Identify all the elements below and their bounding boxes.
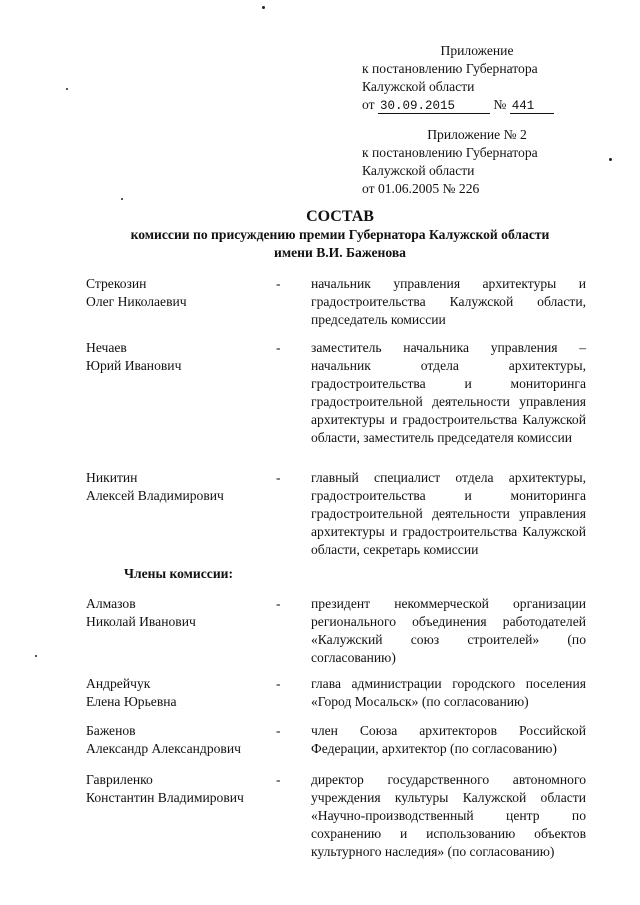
given-names: Александр Александрович (86, 741, 241, 756)
document-title (60, 208, 620, 262)
given-names: Юрий Иванович (86, 358, 182, 373)
appendix2-region-line: Калужской области (362, 163, 475, 178)
surname: Стрекозин (86, 276, 147, 291)
surname: Нечаев (86, 340, 127, 355)
position-description: заместитель начальника управления – начальник отдела архитектуры, градостроительства и мониторинга градостроительной деятельности управления архитектуры и градостроительства Калужской области, заместитель председателя комиссии (311, 340, 586, 445)
person-name (86, 771, 266, 807)
person-name (86, 469, 266, 505)
position-description: начальник управления архитектуры и градостроительства Калужской области, председатель комиссии (311, 276, 586, 327)
decree-number: 441 (510, 99, 554, 114)
scan-speck (262, 6, 265, 9)
scan-speck (609, 158, 612, 161)
position-description: главный специалист отдела архитектуры, градостроительства и мониторинга градостроительной деятельности управления архитектуры и градостроительства Калужской области, секретарь комиссии (311, 470, 586, 557)
given-names: Алексей Владимирович (86, 488, 224, 503)
appendix-header (362, 42, 592, 114)
scan-speck (121, 198, 123, 200)
title-heading: СОСТАВ (306, 208, 374, 225)
date-prefix: от (362, 97, 375, 112)
surname: Андрейчук (86, 676, 151, 691)
title-subheading-2: имени В.И. Баженова (274, 245, 406, 260)
dash: - (276, 470, 281, 485)
number-prefix: № (493, 97, 507, 112)
appendix2-header (362, 126, 592, 198)
members-heading: Члены комиссии: (124, 566, 234, 581)
position-description: член Союза архитекторов Российской Федерации, архитектор (по согласованию) (311, 723, 586, 756)
appendix-title: Приложение (440, 43, 514, 58)
surname: Гавриленко (86, 772, 153, 787)
dash: - (276, 276, 281, 291)
given-names: Константин Владимирович (86, 790, 244, 805)
given-names: Олег Николаевич (86, 294, 187, 309)
person-name (86, 675, 266, 711)
position-description: глава администрации городского поселения «Город Мосальск» (по согласованию) (311, 676, 586, 709)
appendix2-date-line: от 01.06.2005 № 226 (362, 181, 480, 196)
dash: - (276, 676, 281, 691)
position-description: директор государственного автономного учреждения культуры Калужской области «Научно-производственный центр по сохранению и использованию объектов культурного наследия» (по согласованию) (311, 772, 586, 859)
surname: Баженов (86, 723, 136, 738)
scan-speck (66, 88, 68, 90)
appendix-date-line (362, 96, 592, 114)
dash: - (276, 340, 281, 355)
dash: - (276, 596, 281, 611)
appendix2-title: Приложение № 2 (427, 127, 527, 142)
decree-date: 30.09.2015 (378, 99, 490, 114)
surname: Никитин (86, 470, 138, 485)
person-name (86, 722, 266, 758)
person-name (86, 339, 266, 375)
appendix2-decree-line: к постановлению Губернатора (362, 145, 538, 160)
surname: Алмазов (86, 596, 136, 611)
appendix-decree-line: к постановлению Губернатора (362, 61, 538, 76)
appendix-region-line: Калужской области (362, 79, 475, 94)
person-name (86, 275, 266, 311)
dash: - (276, 723, 281, 738)
given-names: Николай Иванович (86, 614, 196, 629)
title-subheading: комиссии по присуждению премии Губернатора Калужской области (130, 227, 550, 242)
dash: - (276, 772, 281, 787)
person-name (86, 595, 266, 631)
position-description: президент некоммерческой организации регионального объединения работодателей «Калужский союз строителей» (по согласованию) (311, 596, 586, 665)
given-names: Елена Юрьевна (86, 694, 177, 709)
scan-speck (35, 655, 37, 657)
